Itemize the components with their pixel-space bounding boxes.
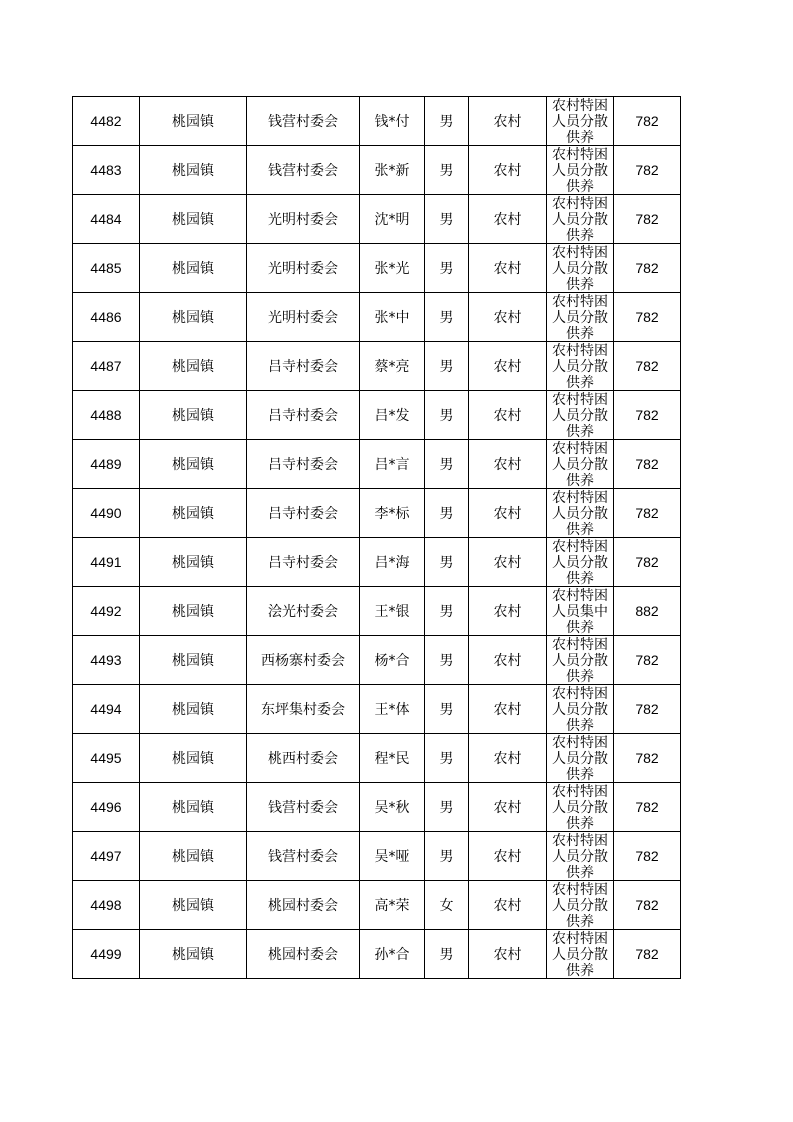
assistance-type-cell <box>547 489 614 538</box>
assistance-type-cell <box>547 587 614 636</box>
assistance-type-cell <box>547 342 614 391</box>
gender-cell: 男 <box>425 440 469 489</box>
amount-cell: 782 <box>614 832 681 881</box>
table-row <box>73 734 681 783</box>
assistance-type-cell <box>547 783 614 832</box>
area-cell: 农村 <box>469 244 547 293</box>
area-cell: 农村 <box>469 587 547 636</box>
amount-cell: 782 <box>614 342 681 391</box>
gender-cell: 男 <box>425 244 469 293</box>
town-cell: 桃园镇 <box>140 685 247 734</box>
town-cell: 桃园镇 <box>140 832 247 881</box>
assistance-type-text: 农村特困人员分散供养 <box>552 686 608 733</box>
assistance-type-cell <box>547 832 614 881</box>
gender-cell: 男 <box>425 146 469 195</box>
row-number: 4488 <box>73 391 140 440</box>
amount-cell: 782 <box>614 636 681 685</box>
town-cell: 桃园镇 <box>140 636 247 685</box>
row-number: 4490 <box>73 489 140 538</box>
assistance-type-text: 农村特困人员分散供养 <box>552 637 608 684</box>
person-name-cell: 张*光 <box>360 244 425 293</box>
area-cell: 农村 <box>469 146 547 195</box>
gender-cell: 男 <box>425 783 469 832</box>
village-committee-cell: 吕寺村委会 <box>247 391 360 440</box>
assistance-type-cell <box>547 685 614 734</box>
town-cell: 桃园镇 <box>140 587 247 636</box>
row-number: 4486 <box>73 293 140 342</box>
row-number: 4494 <box>73 685 140 734</box>
amount-cell: 782 <box>614 734 681 783</box>
person-name-cell: 高*荣 <box>360 881 425 930</box>
assistance-type-text: 农村特困人员分散供养 <box>552 833 608 880</box>
village-committee-cell: 东坪集村委会 <box>247 685 360 734</box>
assistance-type-cell <box>547 734 614 783</box>
row-number: 4485 <box>73 244 140 293</box>
village-committee-cell: 桃西村委会 <box>247 734 360 783</box>
assistance-type-text: 农村特困人员分散供养 <box>552 784 608 831</box>
assistance-type-cell <box>547 440 614 489</box>
town-cell: 桃园镇 <box>140 146 247 195</box>
area-cell: 农村 <box>469 930 547 979</box>
village-committee-cell: 吕寺村委会 <box>247 489 360 538</box>
town-cell: 桃园镇 <box>140 244 247 293</box>
area-cell: 农村 <box>469 440 547 489</box>
assistance-type-text: 农村特困人员分散供养 <box>552 882 608 929</box>
village-committee-cell: 桃园村委会 <box>247 930 360 979</box>
gender-cell: 男 <box>425 195 469 244</box>
area-cell: 农村 <box>469 293 547 342</box>
person-name-cell: 张*中 <box>360 293 425 342</box>
row-number: 4487 <box>73 342 140 391</box>
person-name-cell: 程*民 <box>360 734 425 783</box>
table-row <box>73 391 681 440</box>
assistance-type-cell <box>547 195 614 244</box>
assistance-type-cell <box>547 244 614 293</box>
person-name-cell: 张*新 <box>360 146 425 195</box>
amount-cell: 782 <box>614 881 681 930</box>
amount-cell: 782 <box>614 930 681 979</box>
village-committee-cell: 吕寺村委会 <box>247 342 360 391</box>
village-committee-cell: 桃园村委会 <box>247 881 360 930</box>
roster-body <box>73 97 681 979</box>
gender-cell: 男 <box>425 832 469 881</box>
village-committee-cell: 吕寺村委会 <box>247 538 360 587</box>
person-name-cell: 钱*付 <box>360 97 425 146</box>
amount-cell: 782 <box>614 391 681 440</box>
person-name-cell: 沈*明 <box>360 195 425 244</box>
town-cell: 桃园镇 <box>140 342 247 391</box>
person-name-cell: 吕*海 <box>360 538 425 587</box>
assistance-type-text: 农村特困人员分散供养 <box>552 343 608 390</box>
amount-cell: 782 <box>614 293 681 342</box>
village-committee-cell: 浍光村委会 <box>247 587 360 636</box>
gender-cell: 男 <box>425 636 469 685</box>
area-cell: 农村 <box>469 342 547 391</box>
person-name-cell: 杨*合 <box>360 636 425 685</box>
assistance-type-text: 农村特困人员分散供养 <box>552 931 608 978</box>
amount-cell: 782 <box>614 97 681 146</box>
person-name-cell: 孙*合 <box>360 930 425 979</box>
assistance-type-cell <box>547 146 614 195</box>
row-number: 4491 <box>73 538 140 587</box>
assistance-type-cell <box>547 881 614 930</box>
gender-cell: 男 <box>425 538 469 587</box>
village-committee-cell: 钱营村委会 <box>247 97 360 146</box>
table-row <box>73 881 681 930</box>
row-number: 4484 <box>73 195 140 244</box>
assistance-type-text: 农村特困人员分散供养 <box>552 245 608 292</box>
village-committee-cell: 西杨寨村委会 <box>247 636 360 685</box>
person-name-cell: 吕*言 <box>360 440 425 489</box>
table-row <box>73 440 681 489</box>
amount-cell: 782 <box>614 195 681 244</box>
assistance-type-cell <box>547 538 614 587</box>
amount-cell: 782 <box>614 440 681 489</box>
gender-cell: 男 <box>425 97 469 146</box>
town-cell: 桃园镇 <box>140 97 247 146</box>
area-cell: 农村 <box>469 538 547 587</box>
area-cell: 农村 <box>469 195 547 244</box>
gender-cell: 女 <box>425 881 469 930</box>
assistance-type-text: 农村特困人员分散供养 <box>552 98 608 145</box>
amount-cell: 782 <box>614 489 681 538</box>
assistance-type-cell <box>547 636 614 685</box>
area-cell: 农村 <box>469 685 547 734</box>
gender-cell: 男 <box>425 685 469 734</box>
row-number: 4495 <box>73 734 140 783</box>
row-number: 4489 <box>73 440 140 489</box>
village-committee-cell: 钱营村委会 <box>247 832 360 881</box>
table-row <box>73 489 681 538</box>
gender-cell: 男 <box>425 342 469 391</box>
table-row <box>73 587 681 636</box>
row-number: 4493 <box>73 636 140 685</box>
area-cell: 农村 <box>469 783 547 832</box>
table-row <box>73 783 681 832</box>
table-row <box>73 244 681 293</box>
amount-cell: 782 <box>614 538 681 587</box>
village-committee-cell: 吕寺村委会 <box>247 440 360 489</box>
town-cell: 桃园镇 <box>140 489 247 538</box>
area-cell: 农村 <box>469 636 547 685</box>
table-row <box>73 930 681 979</box>
amount-cell: 882 <box>614 587 681 636</box>
row-number: 4492 <box>73 587 140 636</box>
table-row <box>73 293 681 342</box>
person-name-cell: 吕*发 <box>360 391 425 440</box>
town-cell: 桃园镇 <box>140 293 247 342</box>
village-committee-cell: 光明村委会 <box>247 195 360 244</box>
table-row <box>73 342 681 391</box>
area-cell: 农村 <box>469 391 547 440</box>
gender-cell: 男 <box>425 293 469 342</box>
person-name-cell: 吴*秋 <box>360 783 425 832</box>
village-committee-cell: 钱营村委会 <box>247 146 360 195</box>
assistance-type-cell <box>547 930 614 979</box>
person-name-cell: 王*体 <box>360 685 425 734</box>
table-row <box>73 538 681 587</box>
village-committee-cell: 光明村委会 <box>247 293 360 342</box>
assistance-type-text: 农村特困人员分散供养 <box>552 735 608 782</box>
relief-roster-table <box>72 96 681 979</box>
town-cell: 桃园镇 <box>140 391 247 440</box>
assistance-type-text: 农村特困人员分散供养 <box>552 441 608 488</box>
area-cell: 农村 <box>469 489 547 538</box>
row-number: 4483 <box>73 146 140 195</box>
area-cell: 农村 <box>469 734 547 783</box>
table-row <box>73 832 681 881</box>
assistance-type-cell <box>547 391 614 440</box>
amount-cell: 782 <box>614 685 681 734</box>
assistance-type-cell <box>547 293 614 342</box>
gender-cell: 男 <box>425 489 469 538</box>
assistance-type-text: 农村特困人员分散供养 <box>552 294 608 341</box>
person-name-cell: 李*标 <box>360 489 425 538</box>
person-name-cell: 王*银 <box>360 587 425 636</box>
gender-cell: 男 <box>425 587 469 636</box>
gender-cell: 男 <box>425 391 469 440</box>
assistance-type-text: 农村特困人员分散供养 <box>552 196 608 243</box>
gender-cell: 男 <box>425 930 469 979</box>
town-cell: 桃园镇 <box>140 734 247 783</box>
person-name-cell: 吴*哑 <box>360 832 425 881</box>
row-number: 4497 <box>73 832 140 881</box>
assistance-type-text: 农村特困人员分散供养 <box>552 539 608 586</box>
town-cell: 桃园镇 <box>140 881 247 930</box>
area-cell: 农村 <box>469 881 547 930</box>
assistance-type-text: 农村特困人员分散供养 <box>552 490 608 537</box>
table-row <box>73 636 681 685</box>
town-cell: 桃园镇 <box>140 538 247 587</box>
town-cell: 桃园镇 <box>140 930 247 979</box>
village-committee-cell: 光明村委会 <box>247 244 360 293</box>
table-row <box>73 195 681 244</box>
area-cell: 农村 <box>469 97 547 146</box>
row-number: 4496 <box>73 783 140 832</box>
amount-cell: 782 <box>614 146 681 195</box>
town-cell: 桃园镇 <box>140 440 247 489</box>
table-row <box>73 685 681 734</box>
table-row <box>73 146 681 195</box>
amount-cell: 782 <box>614 244 681 293</box>
assistance-type-text: 农村特困人员分散供养 <box>552 147 608 194</box>
row-number: 4499 <box>73 930 140 979</box>
row-number: 4482 <box>73 97 140 146</box>
town-cell: 桃园镇 <box>140 783 247 832</box>
amount-cell: 782 <box>614 783 681 832</box>
town-cell: 桃园镇 <box>140 195 247 244</box>
row-number: 4498 <box>73 881 140 930</box>
gender-cell: 男 <box>425 734 469 783</box>
area-cell: 农村 <box>469 832 547 881</box>
table-row <box>73 97 681 146</box>
assistance-type-cell <box>547 97 614 146</box>
person-name-cell: 蔡*亮 <box>360 342 425 391</box>
village-committee-cell: 钱营村委会 <box>247 783 360 832</box>
assistance-type-text: 农村特困人员集中供养 <box>552 588 608 635</box>
assistance-type-text: 农村特困人员分散供养 <box>552 392 608 439</box>
